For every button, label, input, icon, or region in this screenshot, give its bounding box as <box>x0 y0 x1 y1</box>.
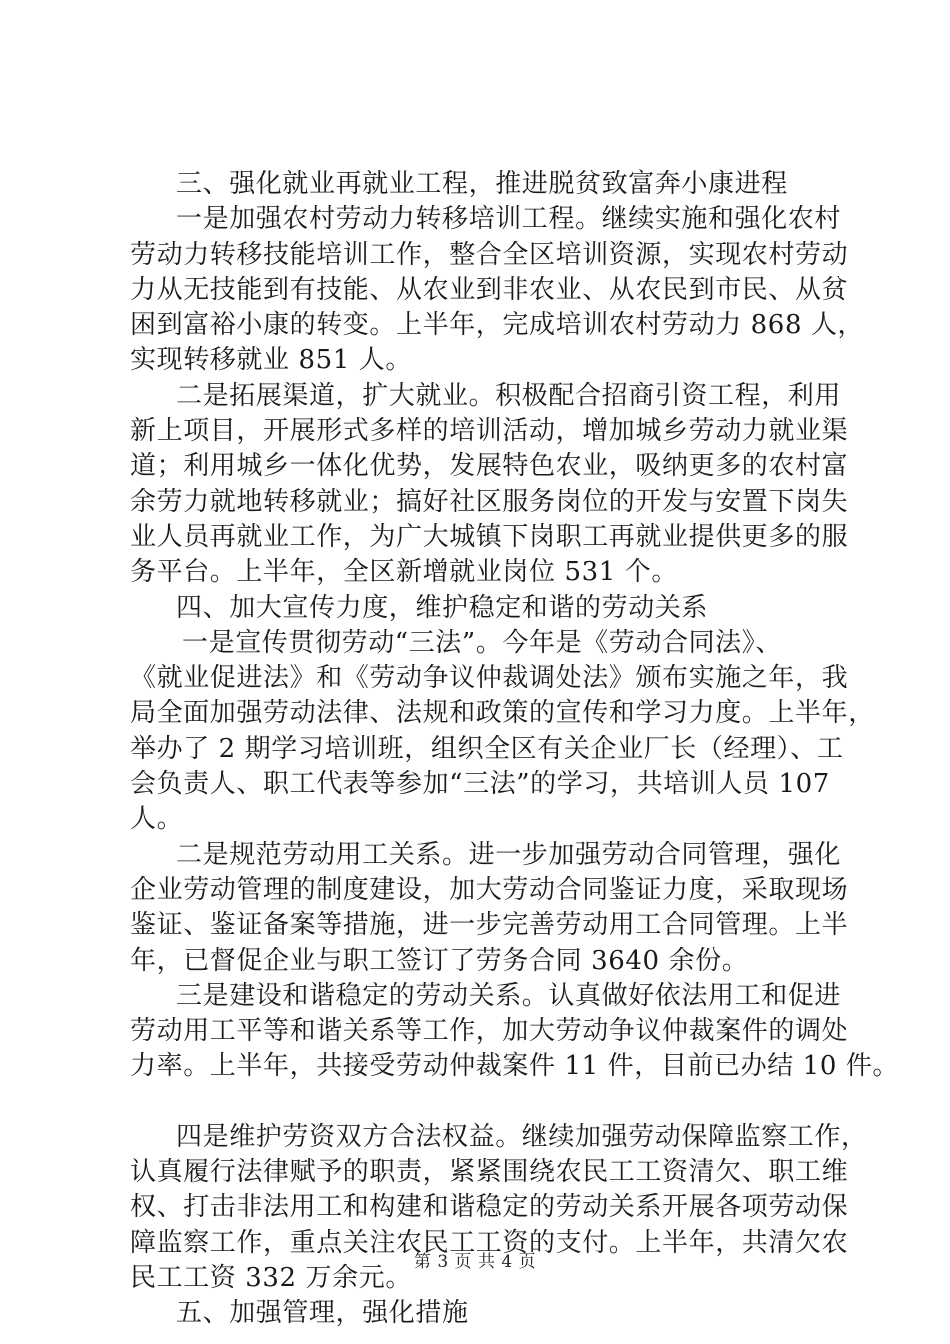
text-line: 三是建设和谐稳定的劳动关系。认真做好依法用工和促进 <box>176 980 842 1011</box>
text-line: 认真履行法律赋予的职责，紧紧围绕农民工工资清欠、职工维 <box>130 1157 849 1188</box>
text-line: 二是拓展渠道，扩大就业。积极配合招商引资工程，利用 <box>176 380 842 411</box>
text-line: 道；利用城乡一体化优势，发展特色农业，吸纳更多的农村富 <box>130 451 849 482</box>
text-line: 业人员再就业工作，为广大城镇下岗职工再就业提供更多的服 <box>130 521 849 552</box>
text-line: 新上项目，开展形式多样的培训活动，增加城乡劳动力就业渠 <box>130 416 849 447</box>
text-line: 劳动力转移技能培训工作，整合全区培训资源，实现农村劳动 <box>130 239 849 270</box>
paragraph <box>130 379 849 591</box>
page-number: 第 3 页 共 4 页 <box>413 1252 537 1272</box>
text-line: 民工工资 332 万余元。 <box>130 1262 412 1293</box>
text-line: 局全面加强劳动法律、法规和政策的宣传和学习力度。上半年， <box>130 698 875 729</box>
paragraph <box>130 626 875 838</box>
text-line: 余劳力就地转移就业；搞好社区服务岗位的开发与安置下岗失 <box>130 486 849 517</box>
text-line: 实现转移就业 851 人。 <box>130 345 412 376</box>
document-body <box>130 167 900 1332</box>
text-line: 务平台。上半年，全区新增就业岗位 531 个。 <box>130 557 678 588</box>
section-heading: 五、加强管理，强化措施 <box>176 1298 469 1329</box>
text-line: 一是加强农村劳动力转移培训工程。继续实施和强化农村 <box>176 204 842 235</box>
section-heading: 三、强化就业再就业工程，推进脱贫致富奔小康进程 <box>176 169 788 199</box>
text-line: 一是宣传贯彻劳动“三法”。今年是《劳动合同法》、 <box>182 627 782 658</box>
paragraph <box>130 202 865 378</box>
text-line: 力率。上半年，共接受劳动仲裁案件 11 件，目前已办结 10 件。 <box>130 1051 900 1082</box>
text-line: 四是维护劳资双方合法权益。继续加强劳动保障监察工作， <box>176 1121 868 1152</box>
text-line: 《就业促进法》和《劳动争议仲裁调处法》颁布实施之年，我 <box>130 663 849 694</box>
text-line: 二是规范劳动用工关系。进一步加强劳动合同管理，强化 <box>176 839 842 870</box>
section-heading: 四、加大宣传力度，维护稳定和谐的劳动关系 <box>176 592 709 623</box>
paragraph <box>130 979 900 1085</box>
text-line: 年，已督促企业与职工签订了劳务合同 3640 余份。 <box>130 945 749 976</box>
text-line: 会负责人、职工代表等参加“三法”的学习，共培训人员 107 <box>130 769 830 800</box>
text-line: 企业劳动管理的制度建设，加大劳动合同鉴证力度，采取现场 <box>130 874 849 905</box>
paragraph-spacer <box>130 1085 842 1120</box>
text-line: 力从无技能到有技能、从农业到非农业、从农民到市民、从贫 <box>130 274 849 305</box>
text-line: 人。 <box>130 804 184 835</box>
text-line: 举办了 2 期学习培训班，组织全区有关企业厂长（经理）、工 <box>130 733 844 764</box>
text-line: 鉴证、鉴证备案等措施，进一步完善劳动用工合同管理。上半 <box>130 910 849 941</box>
text-line: 权、打击非法用工和构建和谐稳定的劳动关系开展各项劳动保 <box>130 1192 849 1223</box>
paragraph <box>130 838 849 979</box>
text-line: 困到富裕小康的转变。上半年，完成培训农村劳动力 868 人， <box>130 310 865 341</box>
text-line: 障监察工作，重点关注农民工工资的支付。上半年，共清欠农 <box>130 1227 849 1258</box>
text-line: 劳动用工平等和谐关系等工作，加大劳动争议仲裁案件的调处 <box>130 1016 849 1047</box>
